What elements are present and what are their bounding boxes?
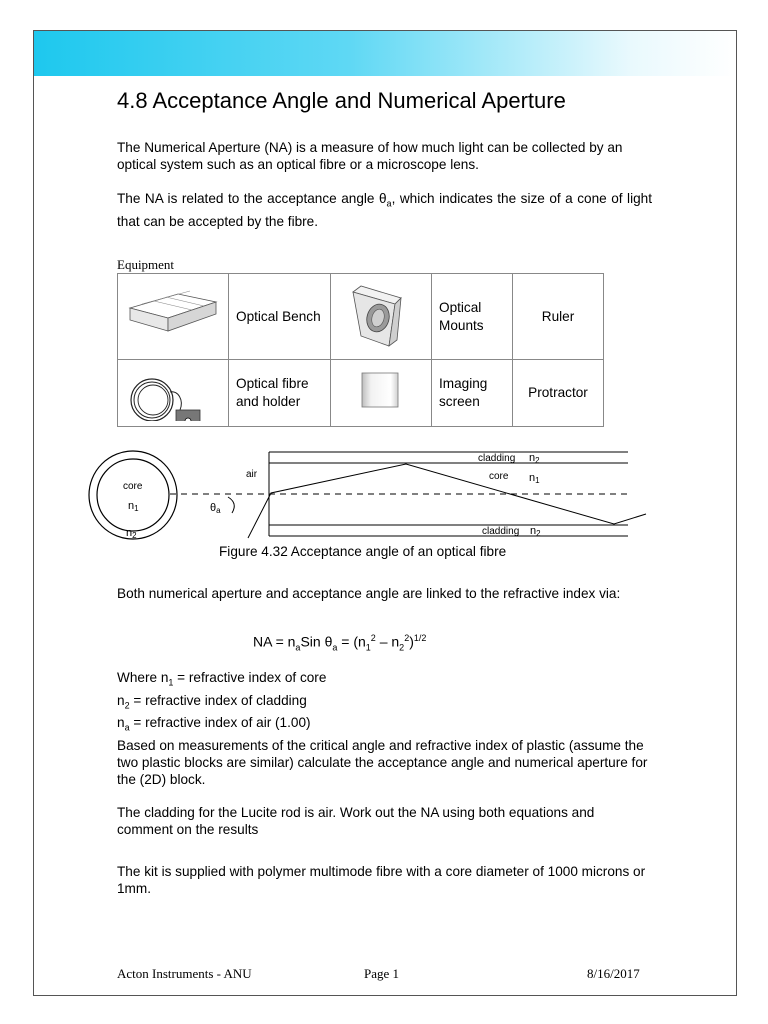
- page-title: 4.8 Acceptance Angle and Numerical Aperture: [117, 88, 566, 113]
- imaging-screen-image: [331, 360, 431, 421]
- optical-mounts-image: [331, 274, 431, 354]
- optical-bench-label: Optical Bench: [229, 274, 331, 360]
- kit-paragraph: The kit is supplied with polymer multimode fibre with a core diameter of 1000 microns or 1mm.: [117, 864, 646, 896]
- definition-n1: Where $n_1$ = refractive index of core: [117, 670, 327, 688]
- intro-paragraph-2: The NA is related to the acceptance angle $\theta_a$, which indicates the size of a cone of light that can be accepted by the fibre.: [117, 191, 652, 229]
- core-label-left: core: [123, 481, 143, 492]
- cladding-circle: [89, 451, 177, 539]
- equipment-label: Equipment: [117, 257, 175, 272]
- acceptance-angle-arc: [228, 497, 234, 513]
- footer-date: 8/16/2017: [587, 966, 640, 981]
- imaging-screen-label: Imaging screen: [432, 360, 513, 427]
- n2-top-label: n2: [529, 452, 540, 465]
- optical-bench-image: [118, 274, 228, 354]
- n2-bottom-label: n2: [530, 525, 541, 538]
- header-banner: [34, 31, 736, 76]
- footer-organization: Acton Instruments - ANU: [117, 966, 252, 981]
- na-equation: NA = $n_aSin$ $\theta_a = (n_1^2 - n_2^2)^{1/2}$: [253, 633, 427, 653]
- optical-fibre-image: [118, 360, 228, 421]
- cladding-top-label: cladding: [478, 453, 516, 464]
- optical-mounts-label: Optical Mounts: [432, 274, 513, 360]
- optical-mounts-image-cell: [331, 274, 432, 360]
- n2-label-left: n2: [126, 527, 137, 540]
- definition-n2: $n_2$ = refractive index of cladding: [117, 692, 307, 711]
- definition-na: $n_a$ = refractive index of air (1.00): [117, 715, 311, 734]
- acceptance-angle-figure: [80, 445, 660, 545]
- n1-right-label: n1: [529, 472, 540, 485]
- protractor-label: Protractor: [513, 360, 604, 427]
- refractive-index-paragraph: Both numerical aperture and acceptance angle are linked to the refractive index via:: [117, 586, 621, 601]
- optical-fibre-image-cell: [118, 360, 229, 427]
- ruler-label: Ruler: [513, 274, 604, 360]
- equipment-table: [117, 273, 604, 427]
- air-label: air: [246, 469, 258, 480]
- optical-fibre-label: Optical fibre and holder: [229, 360, 331, 427]
- measurement-paragraph: Based on measurements of the critical angle and refractive index of plastic (assume the two plastic blocks are similar) calculate the acceptance angle and numerical aperture for the (2D) block.: [117, 738, 648, 787]
- footer-page-number: Page 1: [364, 966, 400, 981]
- theta-a-label: θa: [210, 502, 221, 515]
- core-label-right: core: [489, 471, 509, 482]
- optical-bench-image-cell: [118, 274, 229, 360]
- imaging-screen-image-cell: [331, 360, 432, 427]
- light-ray: [248, 464, 646, 538]
- intro-paragraph-1: The Numerical Aperture (NA) is a measure of how much light can be collected by an optical system such as an optical fibre or a microscope lens.: [117, 140, 623, 172]
- core-circle: [97, 459, 169, 531]
- where-definitions: [117, 669, 652, 737]
- lucite-paragraph: The cladding for the Lucite rod is air. Work out the NA using both equations and comment on the results: [117, 805, 595, 837]
- n1-label-left: n1: [128, 500, 139, 513]
- cladding-bottom-label: cladding: [482, 526, 520, 537]
- figure-caption: Figure 4.32 Acceptance angle of an optical fibre: [219, 544, 507, 559]
